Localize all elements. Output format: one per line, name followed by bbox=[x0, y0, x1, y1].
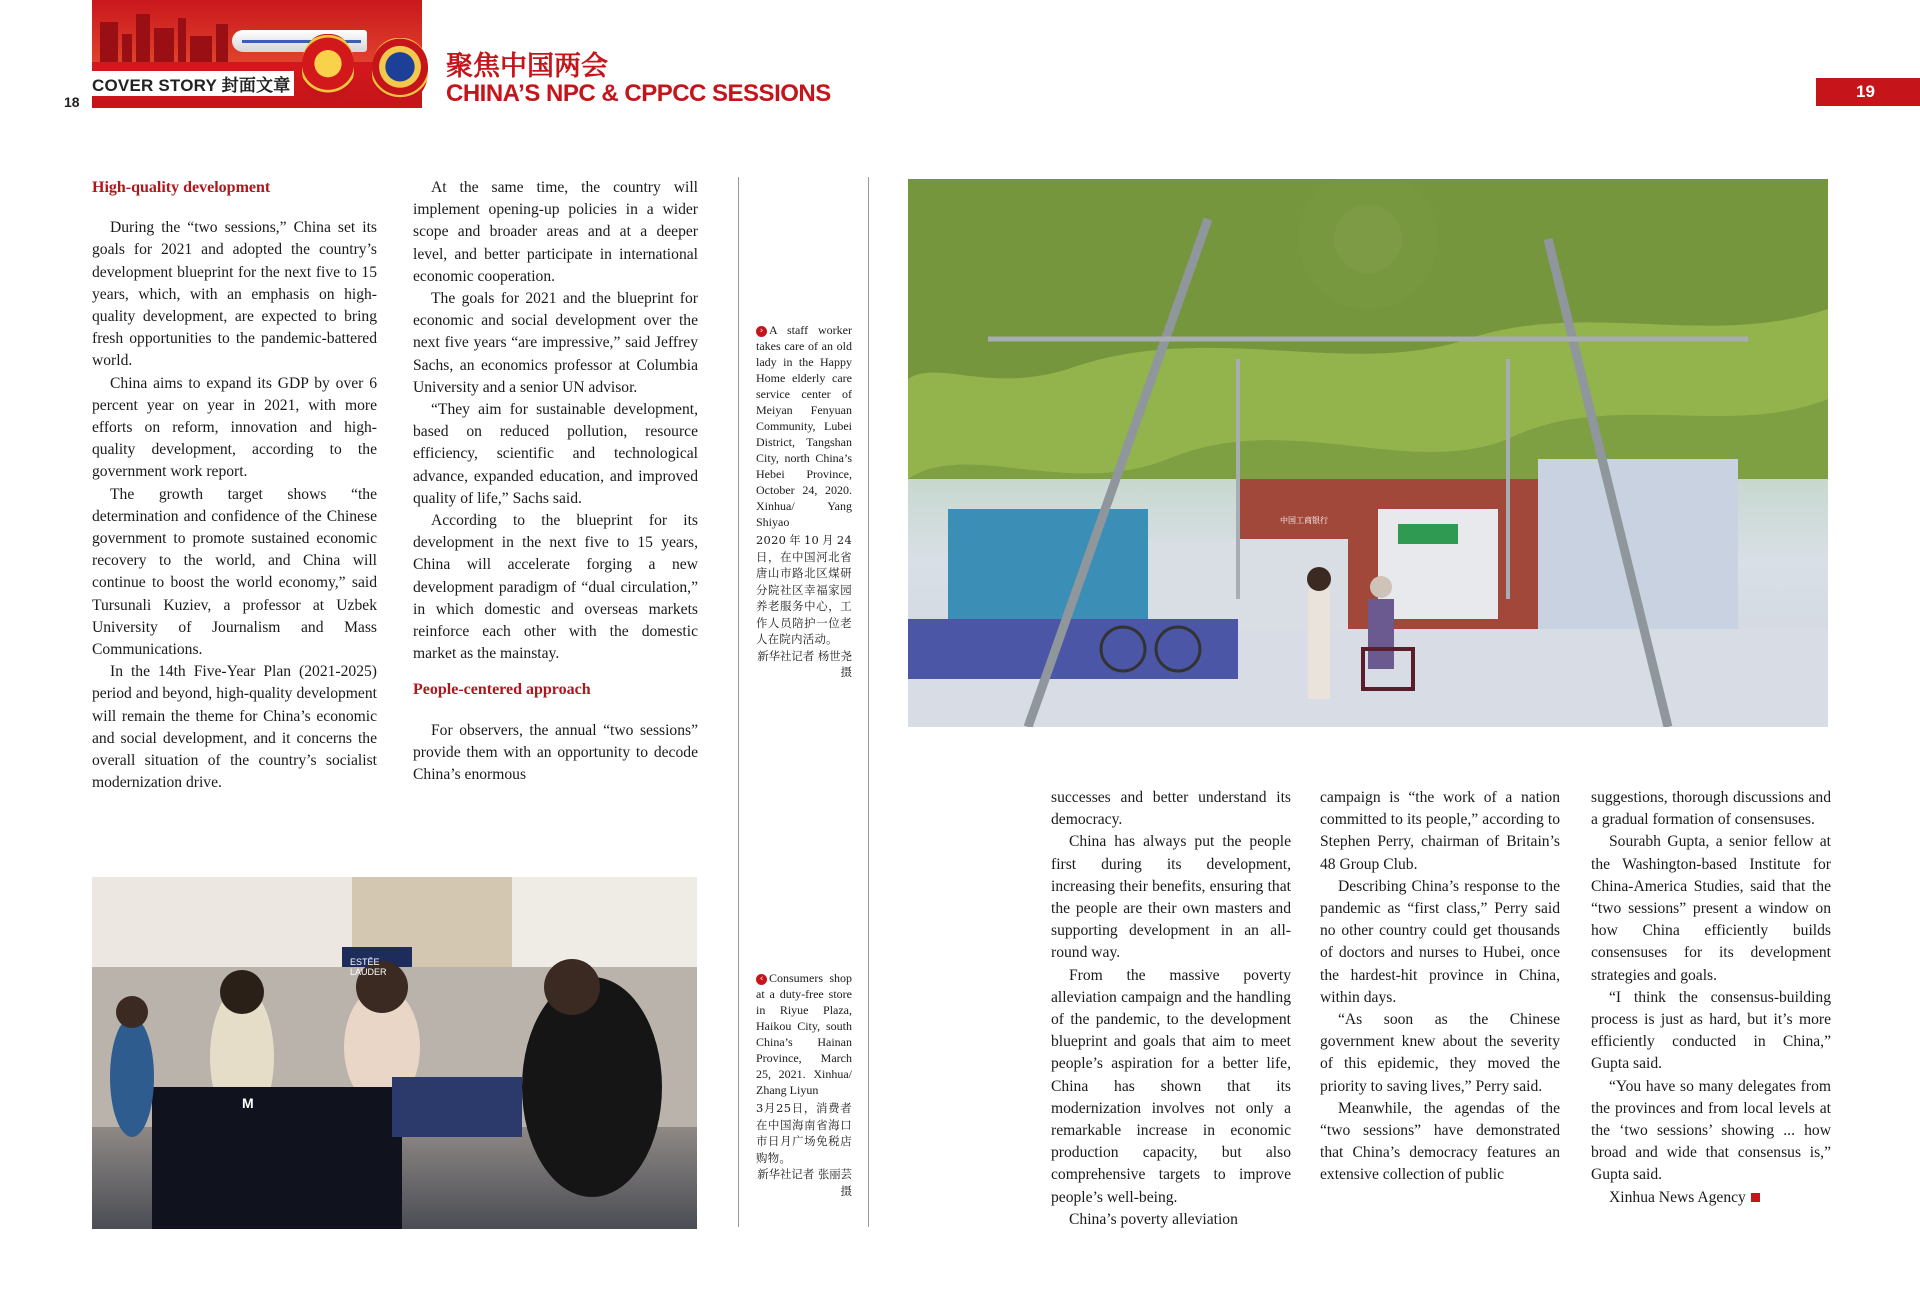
article-column-2 bbox=[413, 177, 698, 786]
caption-english: Consumers shop at a duty-free store in Riyue Plaza, Haikou City, south China’s Hainan Province, March 25, 2021. Xinhua/ Zhang Liyun bbox=[756, 971, 852, 1097]
paragraph: At the same time, the country will implement opening-up policies in a wider scope and broader areas and at a deeper level, and better participate in international economic cooperation. bbox=[413, 179, 698, 285]
article-column-4 bbox=[1320, 787, 1560, 1187]
paragraph: “You have so many delegates from the provinces and from local levels at the ‘two sessions’ showing ... how broad and wide that consensus is,” Gupta said. bbox=[1591, 1077, 1831, 1184]
paragraph: China has always put the people first during its development, increasing their benefits, ensuring that the people are their own masters and supporting development in an all-round way. bbox=[1051, 833, 1291, 962]
paragraph: China’s poverty alleviation bbox=[1069, 1210, 1238, 1228]
caption-chinese: 2020年10月24日，在中国河北省唐山市路北区煤研分院社区幸福家园养老服务中心，工作人员陪护一位老人在院内活动。 bbox=[756, 533, 852, 646]
paragraph: “I think the consensus-building process is just as hard, but it’s more efficiently conducted in China,” Gupta said. bbox=[1591, 988, 1831, 1073]
column-divider bbox=[868, 177, 869, 1227]
store-sign-letter: M bbox=[242, 1095, 254, 1111]
arrow-right-icon: › bbox=[756, 326, 767, 337]
paragraph: “They aim for sustainable development, based on reduced pollution, resource efficiency, scientific and technological advance, expanded education, and improved quality of life,” Sachs said. bbox=[413, 401, 698, 507]
subheading-high-quality: High-quality development bbox=[92, 179, 271, 196]
photo-caption-top bbox=[756, 322, 852, 681]
store-signage: ESTĒE LAUDER bbox=[350, 957, 387, 977]
article-column-5 bbox=[1591, 787, 1831, 1209]
caption-chinese: 3月25日，消费者在中国海南省海口市日月广场免税店购物。 bbox=[756, 1101, 852, 1165]
paragraph: Meanwhile, the agendas of the “two sessions” have demonstrated that China’s democracy features an extensive collection of public bbox=[1320, 1099, 1560, 1184]
cppcc-emblem-icon bbox=[372, 38, 428, 102]
column-divider bbox=[738, 177, 739, 1227]
paragraph: The growth target shows “the determination and confidence of the Chinese government to promote sustained economic recovery to the world, and China will continue to boost the world economy,” said Tursunali Kuziev, a professor at Uzbek University of Journalism and Mass Communications. bbox=[92, 485, 377, 659]
sign-off: Xinhua News Agency bbox=[1609, 1188, 1746, 1206]
paragraph: According to the blueprint for its development in the next five to 15 years, China will accelerate forging a new development paradigm of “dual circulation,” in which domestic and overseas markets reinforce each other with the domestic market as the mainstay. bbox=[413, 512, 698, 663]
paragraph: From the massive poverty alleviation campaign and the handling of the pandemic, to the development blueprint and goals that aim to meet people’s aspiration for a better life, China has shown that its modernization involves not only a remarkable increase in economic production capacity, but also comprehensive targets to improve people’s well-being. bbox=[1051, 966, 1291, 1206]
caption-credit: 新华社记者 杨世尧 摄 bbox=[757, 648, 852, 679]
photo-duty-free-store bbox=[92, 877, 697, 1229]
paragraph: campaign is “the work of a nation committed to its people,” according to Stephen Perry, chairman of Britain’s 48 Group Club. bbox=[1320, 789, 1560, 873]
paragraph: For observers, the annual “two sessions” provide them with an opportunity to decode China’s enormous bbox=[413, 721, 698, 784]
paragraph: Describing China’s response to the pandemic as “first class,” Perry said no other country could get thousands of doctors and nurses to Hubei, once the hardest-hit province in China, within days. bbox=[1320, 877, 1560, 1006]
paragraph: successes and better understand its democracy. bbox=[1051, 789, 1291, 829]
article-column-3 bbox=[1051, 787, 1291, 1231]
title-chinese: 聚焦中国两会 bbox=[446, 51, 608, 82]
end-mark-icon bbox=[1751, 1193, 1760, 1202]
paragraph: During the “two sessions,” China set its goals for 2021 and adopted the country’s development blueprint for the next five to 15 years, which, with an emphasis on high-quality development, are expected to bring fresh opportunities to the pandemic-battered world. bbox=[92, 219, 377, 370]
section-label: COVER STORY 封面文章 bbox=[92, 71, 294, 96]
paragraph: suggestions, thorough discussions and a gradual formation of consensuses. bbox=[1591, 789, 1831, 829]
arrow-left-icon: ‹ bbox=[756, 974, 767, 985]
subheading-people-centered: People-centered approach bbox=[413, 681, 591, 699]
paragraph: “As soon as the Chinese government knew about the severity of this epidemic, they moved the priority to saving lives,” Perry said. bbox=[1320, 1011, 1560, 1095]
page-number-left: 18 bbox=[64, 94, 80, 110]
photo-caption-bottom bbox=[756, 970, 852, 1199]
paragraph: In the 14th Five-Year Plan (2021-2025) period and beyond, high-quality development will remain the theme for China’s economic and social development, and it concerns the overall situation of the country’s socialist modernization drive. bbox=[92, 663, 377, 792]
title-english: CHINA’S NPC & CPPCC SESSIONS bbox=[446, 80, 831, 107]
caption-credit: 新华社记者 张丽芸 摄 bbox=[757, 1167, 852, 1198]
paragraph: The goals for 2021 and the blueprint for economic and social development over the next five years “are impressive,” said Jeffrey Sachs, an economics professor at Columbia University and a senior UN advisor. bbox=[413, 290, 698, 396]
paragraph: Sourabh Gupta, a senior fellow at the Washington-based Institute for China-America Studies, said that the “two sessions” present a window on how China efficiently builds consensuses for its development strategies and goals. bbox=[1591, 833, 1831, 984]
page-number-right: 19 bbox=[1816, 78, 1920, 106]
header-skyline-graphic bbox=[92, 0, 422, 62]
storefront-sign: 中国工商银行 bbox=[1280, 516, 1328, 525]
article-column-1 bbox=[92, 177, 377, 794]
caption-english: A staff worker takes care of an old lady in the Happy Home elderly care service center of Meiyan Fenyuan Community, Lubei District, Tangshan City, north China’s Hebei Province, October 24, 2020. Xinhua/ Yang Shiyao bbox=[756, 323, 852, 529]
paragraph: China aims to expand its GDP by over 6 percent year on year in 2021, with more efforts on reform, innovation and high-quality development, according to the government work report. bbox=[92, 374, 377, 481]
photo-elderly-care-center bbox=[908, 179, 1828, 727]
national-emblem-icon bbox=[302, 34, 354, 100]
